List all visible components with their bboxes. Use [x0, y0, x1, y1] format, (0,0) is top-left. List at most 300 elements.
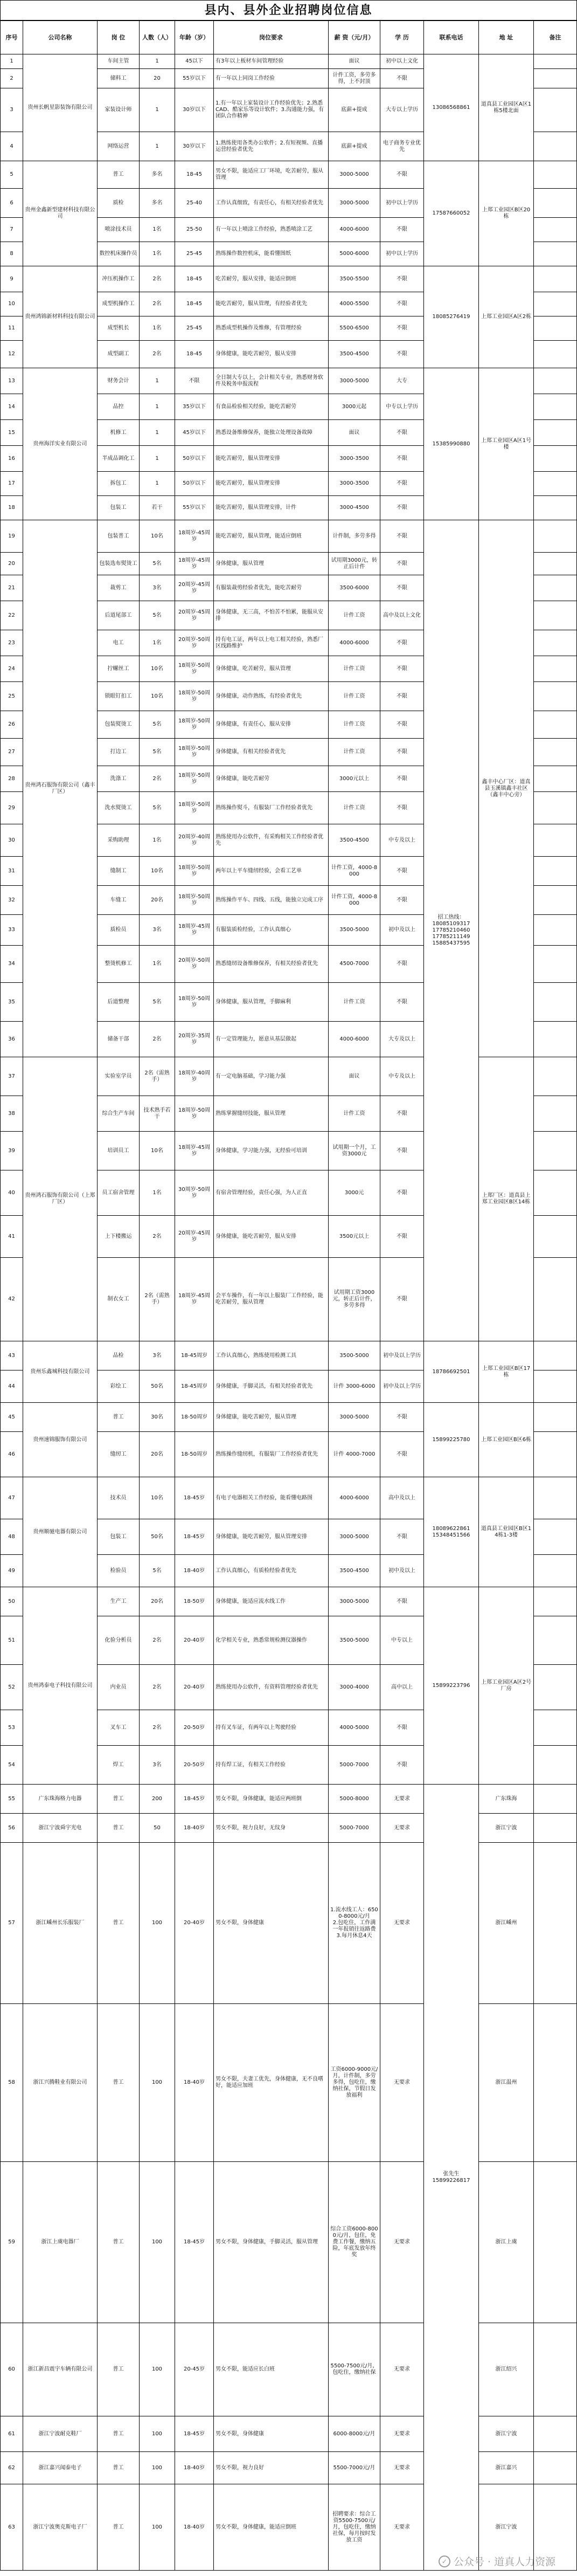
job-position: 打边工 — [98, 739, 140, 766]
education: 不限 — [380, 1170, 424, 1216]
note-cell — [534, 446, 577, 472]
row-number: 24 — [1, 656, 23, 682]
salary: 3000-4500 — [329, 496, 380, 520]
company-name: 浙江上虞电器厂 — [23, 2162, 98, 2323]
job-requirements: 有一年以上同岗工作经验 — [214, 69, 329, 88]
note-cell — [534, 1341, 577, 1370]
note-cell — [534, 1555, 577, 1587]
education: 无要求 — [380, 2323, 424, 2416]
company-address: 浙江嵊州 — [479, 1843, 534, 2004]
row-number: 49 — [1, 1555, 23, 1587]
job-position: 综合生产车间 — [98, 1096, 140, 1132]
age-range: 18-45周岁 — [175, 1370, 214, 1403]
age-range: 55岁以下 — [175, 496, 214, 520]
company-name: 浙江宁波奥克斯电子厂 — [23, 2484, 98, 2571]
job-requirements: 工作认真细心，熟练使用检测工具 — [214, 1341, 329, 1370]
education: 初中以上学历 — [380, 242, 424, 266]
row-number: 2 — [1, 69, 23, 88]
row-number: 15 — [1, 420, 23, 446]
job-requirements: 有一年以上喷涂工作经验，熟悉喷涂工艺 — [214, 218, 329, 242]
age-range: 18周岁-40周岁 — [175, 1057, 214, 1096]
contact-phone: 张先生 15899226817 — [424, 1785, 479, 2571]
age-range: 50岁以下 — [175, 446, 214, 472]
headcount: 100 — [140, 2416, 175, 2452]
age-range: 18-45岁 — [175, 1519, 214, 1555]
row-number: 62 — [1, 2452, 23, 2484]
age-range: 18周岁-50周岁 — [175, 1096, 214, 1132]
job-requirements: 身体健康，学习能力强，无经验可培训 — [214, 1132, 329, 1170]
headcount: 2名 — [140, 1022, 175, 1057]
headcount: 技术熟手若干 — [140, 1096, 175, 1132]
job-requirements: 能吃苦耐劳，服从管理安排 — [214, 472, 329, 496]
education: 电子商务专业优先 — [380, 132, 424, 161]
job-position: 储料工 — [98, 69, 140, 88]
education: 初中及以上学历 — [380, 1370, 424, 1403]
row-number: 28 — [1, 766, 23, 792]
job-position: 实验室学员 — [98, 1057, 140, 1096]
salary: 3500-5000 — [329, 915, 380, 946]
education: 不限 — [380, 946, 424, 983]
job-requirements: 熟练操作熨斗，有服装厂工作经验者优先 — [214, 792, 329, 824]
job-requirements: 身体健康，能适应流水线工作 — [214, 1587, 329, 1616]
salary: 3000-5000 — [329, 368, 380, 394]
job-requirements: 男女不限，身体健康 — [214, 2416, 329, 2452]
row-number: 7 — [1, 218, 23, 242]
age-range: 25-50 — [175, 218, 214, 242]
note-cell — [534, 496, 577, 520]
age-range: 18周岁-50周岁 — [175, 792, 214, 824]
row-number: 42 — [1, 1258, 23, 1341]
job-requirements: 男女不限，能适应工厂环境，吃苦耐劳，服从管理 — [214, 161, 329, 189]
note-cell — [534, 2416, 577, 2452]
headcount: 2名 — [140, 266, 175, 292]
company-address: 浙江上虞 — [479, 2162, 534, 2323]
education: 不限 — [380, 656, 424, 682]
company-address: 上郑工业园区A区1号楼 — [479, 368, 534, 520]
education: 初中及以上 — [380, 1555, 424, 1587]
headcount: 100 — [140, 2484, 175, 2571]
job-requirements: 身体健康，有相关经验者优先 — [214, 739, 329, 766]
education: 大专以上学历 — [380, 88, 424, 132]
job-requirements: 身体健康，服从管理 — [214, 553, 329, 575]
headcount: 1名 — [140, 630, 175, 656]
note-cell — [534, 766, 577, 792]
headcount: 2名（需熟手） — [140, 1057, 175, 1096]
age-range: 25-45 — [175, 242, 214, 266]
job-position: 叉车工 — [98, 1710, 140, 1746]
contact-phone: 15899223796 — [424, 1587, 479, 1785]
job-requirements: 全日制大专以上，会计相关专业，熟悉财务软件及税务申报流程 — [214, 368, 329, 394]
job-position: 电工 — [98, 630, 140, 656]
education: 无要求 — [380, 2484, 424, 2571]
note-cell — [534, 1216, 577, 1258]
row-number: 27 — [1, 739, 23, 766]
salary: 计件工资 — [329, 1096, 380, 1132]
salary: 试用期一个月，工资3000元 — [329, 1132, 380, 1170]
salary: 综合工资6000-8000元/月，包住，免费工作餐，缴纳五险，年底发放年终奖 — [329, 2162, 380, 2323]
job-position: 普工 — [98, 1814, 140, 1843]
note-cell — [534, 2162, 577, 2323]
education: 不限 — [380, 1519, 424, 1555]
salary: 4000-6000 — [329, 1477, 380, 1519]
job-position: 储备干部 — [98, 1022, 140, 1057]
note-cell — [534, 394, 577, 420]
note-cell — [534, 857, 577, 886]
age-range: 18-45 — [175, 161, 214, 189]
age-range: 25-45 — [175, 316, 214, 341]
headcount: 1 — [140, 394, 175, 420]
education: 初中以上文化 — [380, 54, 424, 69]
company-name: 贵州金鑫新型建材科技有限公司 — [23, 161, 98, 266]
job-requirements: 有服装裁剪经验者优先，能吃苦耐劳 — [214, 575, 329, 601]
note-cell — [534, 1746, 577, 1785]
salary: 3500-5000 — [329, 1341, 380, 1370]
salary: 4000-5000 — [329, 1710, 380, 1746]
job-requirements: 熟练使用办公软件，有资料管理经验者优先 — [214, 1665, 329, 1710]
headcount: 5名 — [140, 739, 175, 766]
salary: 计件工资 — [329, 682, 380, 711]
salary: 计件工资 — [329, 656, 380, 682]
headcount: 1名 — [140, 218, 175, 242]
salary: 计件 4000-7000 — [329, 1432, 380, 1477]
row-number: 53 — [1, 1710, 23, 1746]
company-address: 浙江宁波 — [479, 1814, 534, 1843]
education: 不限 — [380, 292, 424, 316]
note-cell — [534, 88, 577, 132]
row-number: 39 — [1, 1132, 23, 1170]
education: 不限 — [380, 1710, 424, 1746]
job-requirements: 男女不限，夫妻工优先，身体健康，无不良嗜好，能适应加班 — [214, 2004, 329, 2162]
education: 不限 — [380, 1132, 424, 1170]
row-number: 23 — [1, 630, 23, 656]
note-cell — [534, 2323, 577, 2416]
note-cell — [534, 1477, 577, 1519]
job-requirements: 持有叉车证，有两年以上驾驶经验 — [214, 1710, 329, 1746]
age-range: 50岁以下 — [175, 472, 214, 496]
job-requirements: 身体健康，动作熟练，有经验者优先 — [214, 682, 329, 711]
salary: 5500-7500元/月，包吃住，缴纳社保 — [329, 2323, 380, 2416]
job-position: 财务会计 — [98, 368, 140, 394]
job-position: 员工宿舍管理 — [98, 1170, 140, 1216]
note-cell — [534, 218, 577, 242]
education: 中专以上学历 — [380, 394, 424, 420]
education: 不限 — [380, 218, 424, 242]
age-range: 不限 — [175, 368, 214, 394]
headcount: 1 — [140, 420, 175, 446]
salary: 3000元以上 — [329, 766, 380, 792]
age-range: 18-40岁 — [175, 2452, 214, 2484]
job-requirements: 会平车操作，有一年以上服装厂工作经验，能吃苦耐劳，服从管理 — [214, 1258, 329, 1341]
salary: 5000-6000 — [329, 242, 380, 266]
salary: 计件工资 — [329, 739, 380, 766]
contact-phone: 18089622861 15348451566 — [424, 1477, 479, 1587]
company-name: 浙江宁波舜宇光电 — [23, 1814, 98, 1843]
age-range: 20周岁-45周岁 — [175, 601, 214, 630]
salary: 计件工资 — [329, 711, 380, 739]
job-position: 车缝工 — [98, 886, 140, 915]
education: 中专及以上 — [380, 1057, 424, 1096]
note-cell — [534, 132, 577, 161]
row-number: 50 — [1, 1587, 23, 1616]
page-title: 县内、县外企业招聘岗位信息 — [1, 1, 577, 21]
note-cell — [534, 553, 577, 575]
age-range: 20-40岁 — [175, 1843, 214, 2004]
row-number: 29 — [1, 792, 23, 824]
education: 不限 — [380, 766, 424, 792]
note-cell — [534, 1432, 577, 1477]
job-position: 后道整理 — [98, 983, 140, 1022]
row-number: 63 — [1, 2484, 23, 2571]
company-address: 道真县工业园区B区14栋1-3楼 — [479, 1477, 534, 1587]
age-range: 35岁以下 — [175, 394, 214, 420]
job-position: 采购助理 — [98, 824, 140, 857]
headcount: 2名（需熟手） — [140, 1258, 175, 1341]
row-number: 11 — [1, 316, 23, 341]
note-cell — [534, 1665, 577, 1710]
company-address: 上郑工业园区B区17栋 — [479, 1341, 534, 1403]
row-number: 54 — [1, 1746, 23, 1785]
job-requirements: 熟练使用办公软件，有采购相关工作经验者优先 — [214, 824, 329, 857]
age-range: 18-45 — [175, 292, 214, 316]
headcount: 50 — [140, 1814, 175, 1843]
age-range: 18周岁-50周岁 — [175, 739, 214, 766]
row-number: 61 — [1, 2416, 23, 2452]
salary: 3000-5000 — [329, 189, 380, 218]
company-name: 浙江新昌震宇车辆有限公司 — [23, 2323, 98, 2416]
job-requirements: 有宿舍管理经验，责任心强，为人正直 — [214, 1170, 329, 1216]
age-range: 18-40岁 — [175, 2004, 214, 2162]
age-range: 55岁以下 — [175, 69, 214, 88]
job-position: 普工 — [98, 2452, 140, 2484]
education: 不限 — [380, 711, 424, 739]
salary: 3000-5000 — [329, 1587, 380, 1616]
salary: 3000-4000 — [329, 1665, 380, 1710]
age-range: 20-45岁 — [175, 2323, 214, 2416]
salary: 6000-8000元/月 — [329, 2416, 380, 2452]
job-position: 包装选布熨烫工 — [98, 553, 140, 575]
education: 初中及以上学历 — [380, 1341, 424, 1370]
education: 不限 — [380, 520, 424, 553]
salary: 3000-5000 — [329, 161, 380, 189]
note-cell — [534, 1519, 577, 1555]
education: 无要求 — [380, 1843, 424, 2004]
age-range: 18周岁-45周岁 — [175, 1132, 214, 1170]
age-range: 20-50岁 — [175, 1746, 214, 1785]
salary: 4500-7000 — [329, 946, 380, 983]
job-requirements: 男女不限，身体健康 — [214, 1843, 329, 2004]
job-requirements: 熟悉缝纫设备维修保养，有相关经验者优先 — [214, 946, 329, 983]
education: 无要求 — [380, 2452, 424, 2484]
salary: 4000-6000 — [329, 630, 380, 656]
row-number: 17 — [1, 472, 23, 496]
job-position: 普工 — [98, 161, 140, 189]
note-cell — [534, 915, 577, 946]
note-cell — [534, 946, 577, 983]
job-position: 整烫机修工 — [98, 946, 140, 983]
job-position: 品控 — [98, 394, 140, 420]
salary: 计件工资 — [329, 983, 380, 1022]
salary: 面议 — [329, 54, 380, 69]
company-name: 贵州鸿石服饰有限公司（上郑厂区） — [23, 1057, 98, 1341]
headcount: 50名 — [140, 1370, 175, 1403]
age-range: 18周岁-45周岁 — [175, 1258, 214, 1341]
job-position: 机修工 — [98, 420, 140, 446]
headcount: 200 — [140, 1785, 175, 1814]
company-address: 浙江宁波 — [479, 2484, 534, 2571]
job-requirements: 有服装质检经验，工作认真细心 — [214, 915, 329, 946]
education: 不限 — [380, 886, 424, 915]
job-position: 培训员工 — [98, 1132, 140, 1170]
headcount: 5名 — [140, 601, 175, 630]
note-cell — [534, 656, 577, 682]
education: 无要求 — [380, 2416, 424, 2452]
job-requirements: 两年以上平车缝纫经验，会看工艺单 — [214, 857, 329, 886]
job-position: 制衣女工 — [98, 1258, 140, 1341]
company-name: 贵州鸿石服饰有限公司（鑫丰厂区） — [23, 520, 98, 1057]
job-requirements: 能吃苦耐劳，服从管理，能适应倒班 — [214, 520, 329, 553]
salary: 工资6000-9000元/月，计件制，多劳多得，包吃住，缴纳社保，节假日发放福利 — [329, 2004, 380, 2162]
row-number: 9 — [1, 266, 23, 292]
education: 不限 — [380, 316, 424, 341]
company-address: 上郑工业园区A区2栋 — [479, 266, 534, 368]
job-requirements: 熟练操作数控机床，能看懂图纸 — [214, 242, 329, 266]
job-requirements: 身体健康，有责任心，服从安排 — [214, 711, 329, 739]
headcount: 3名 — [140, 1341, 175, 1370]
salary: 4000-6000 — [329, 1022, 380, 1057]
age-range: 18-45岁 — [175, 2416, 214, 2452]
education: 不限 — [380, 69, 424, 88]
job-requirements: 身体健康，能吃苦耐劳，服从管理 — [214, 1403, 329, 1432]
age-range: 25-40 — [175, 189, 214, 218]
job-position: 质检员 — [98, 915, 140, 946]
contact-phone: 17587660052 — [424, 161, 479, 266]
salary: 计件工资，4000-8000 — [329, 886, 380, 915]
job-requirements: 工作认真细致，有责任心，有相关经验者优先 — [214, 189, 329, 218]
job-requirements: 能吃苦耐劳，服从管理，有经验者优先 — [214, 292, 329, 316]
company-name: 贵州鸿锦新材料科技有限公司 — [23, 266, 98, 368]
job-position: 焊工 — [98, 1746, 140, 1785]
job-position: 拧螺丝工 — [98, 656, 140, 682]
header-phone: 联系电话 — [424, 21, 479, 54]
salary: 底薪+提成 — [329, 88, 380, 132]
row-number: 21 — [1, 575, 23, 601]
education: 大专 — [380, 368, 424, 394]
note-cell — [534, 1403, 577, 1432]
age-range: 45以下 — [175, 54, 214, 69]
note-cell — [534, 886, 577, 915]
company-address: 上郑工业园区A区2号厂房 — [479, 1587, 534, 1785]
company-name: 浙江兴腾鞋业有限公司 — [23, 2004, 98, 2162]
note-cell — [534, 368, 577, 394]
note-cell — [534, 1785, 577, 1814]
headcount: 1名 — [140, 946, 175, 983]
company-address: 浙江嘉兴 — [479, 2452, 534, 2484]
salary: 1.流水线工人：6500-8000元/月 2.包吃住，工作满一年报销往返路费 3.每月休息4天 — [329, 1843, 380, 2004]
age-range: 18周岁-50周岁 — [175, 682, 214, 711]
row-number: 20 — [1, 553, 23, 575]
row-number: 1 — [1, 54, 23, 69]
note-cell — [534, 1132, 577, 1170]
note-cell — [534, 1370, 577, 1403]
education: 不限 — [380, 1258, 424, 1341]
age-range: 45岁以下 — [175, 420, 214, 446]
header-age: 年龄（岁） — [175, 21, 214, 54]
job-requirements: 男女不限，身体健康，能适应倒班 — [214, 2484, 329, 2571]
salary: 面议 — [329, 1057, 380, 1096]
row-number: 47 — [1, 1477, 23, 1519]
company-name: 浙江宁波耐克鞋厂 — [23, 2416, 98, 2452]
company-address: 浙江温州 — [479, 2004, 534, 2162]
job-requirements: 能吃苦耐劳，服从管理安排 — [214, 446, 329, 472]
company-address: 浙江宁波 — [479, 2416, 534, 2452]
salary: 计件工资，4000-8000 — [329, 857, 380, 886]
job-position: 冲压机操作工 — [98, 266, 140, 292]
job-position: 喷涂技术员 — [98, 218, 140, 242]
job-position: 洗涤工 — [98, 766, 140, 792]
header-address: 地 址 — [479, 21, 534, 54]
headcount: 1名 — [140, 242, 175, 266]
note-cell — [534, 1096, 577, 1132]
note-cell — [534, 316, 577, 341]
age-range: 18-45 — [175, 341, 214, 368]
headcount: 1 — [140, 368, 175, 394]
job-position: 检验员 — [98, 1555, 140, 1587]
note-cell — [534, 711, 577, 739]
header-no: 序号 — [1, 21, 23, 54]
age-range: 18周岁-45周岁 — [175, 553, 214, 575]
job-requirements: 男女不限，视力良好 — [214, 2452, 329, 2484]
job-position: 缝制工 — [98, 857, 140, 886]
headcount: 若干 — [140, 496, 175, 520]
age-range: 20周岁-45周岁 — [175, 575, 214, 601]
age-range: 18-45岁 — [175, 1477, 214, 1519]
company-name: 贵州顺驰电器有限公司 — [23, 1477, 98, 1587]
headcount: 2名 — [140, 1216, 175, 1258]
row-number: 56 — [1, 1814, 23, 1843]
row-number: 35 — [1, 983, 23, 1022]
note-cell — [534, 292, 577, 316]
job-requirements: 熟练操作平车、四线、五线，能独立完成工序 — [214, 886, 329, 915]
education: 不限 — [380, 682, 424, 711]
age-range: 18周岁-50周岁 — [175, 886, 214, 915]
headcount: 20名 — [140, 886, 175, 915]
row-number: 36 — [1, 1022, 23, 1057]
education: 不限 — [380, 575, 424, 601]
job-requirements: 有3年以上板材车间管理经验 — [214, 54, 329, 69]
job-position: 彩绘工 — [98, 1370, 140, 1403]
job-requirements: 男女不限，视力良好，无纹身 — [214, 1814, 329, 1843]
job-position: 缝纫工 — [98, 1432, 140, 1477]
headcount: 2名 — [140, 1665, 175, 1710]
age-range: 18-40岁 — [175, 1555, 214, 1587]
note-cell — [534, 575, 577, 601]
row-number: 4 — [1, 132, 23, 161]
job-position: 包装熨烫工 — [98, 711, 140, 739]
company-name: 贵州海洋实业有限公司 — [23, 368, 98, 520]
salary: 4000-5500 — [329, 292, 380, 316]
row-number: 31 — [1, 857, 23, 886]
job-requirements: 身体健康，能吃苦耐劳 — [214, 766, 329, 792]
job-requirements: 工作认真细心，有质检经验者优先 — [214, 1555, 329, 1587]
job-position: 普工 — [98, 1403, 140, 1432]
salary: 3000元起 — [329, 394, 380, 420]
job-position: 网络运营 — [98, 132, 140, 161]
headcount: 1 — [140, 472, 175, 496]
job-requirements: 身体健康，无三高，不怕苦不怕累，能服从安排 — [214, 601, 329, 630]
note-cell — [534, 1710, 577, 1746]
salary: 5000-7000 — [329, 1814, 380, 1843]
job-position: 化验分析员 — [98, 1616, 140, 1665]
